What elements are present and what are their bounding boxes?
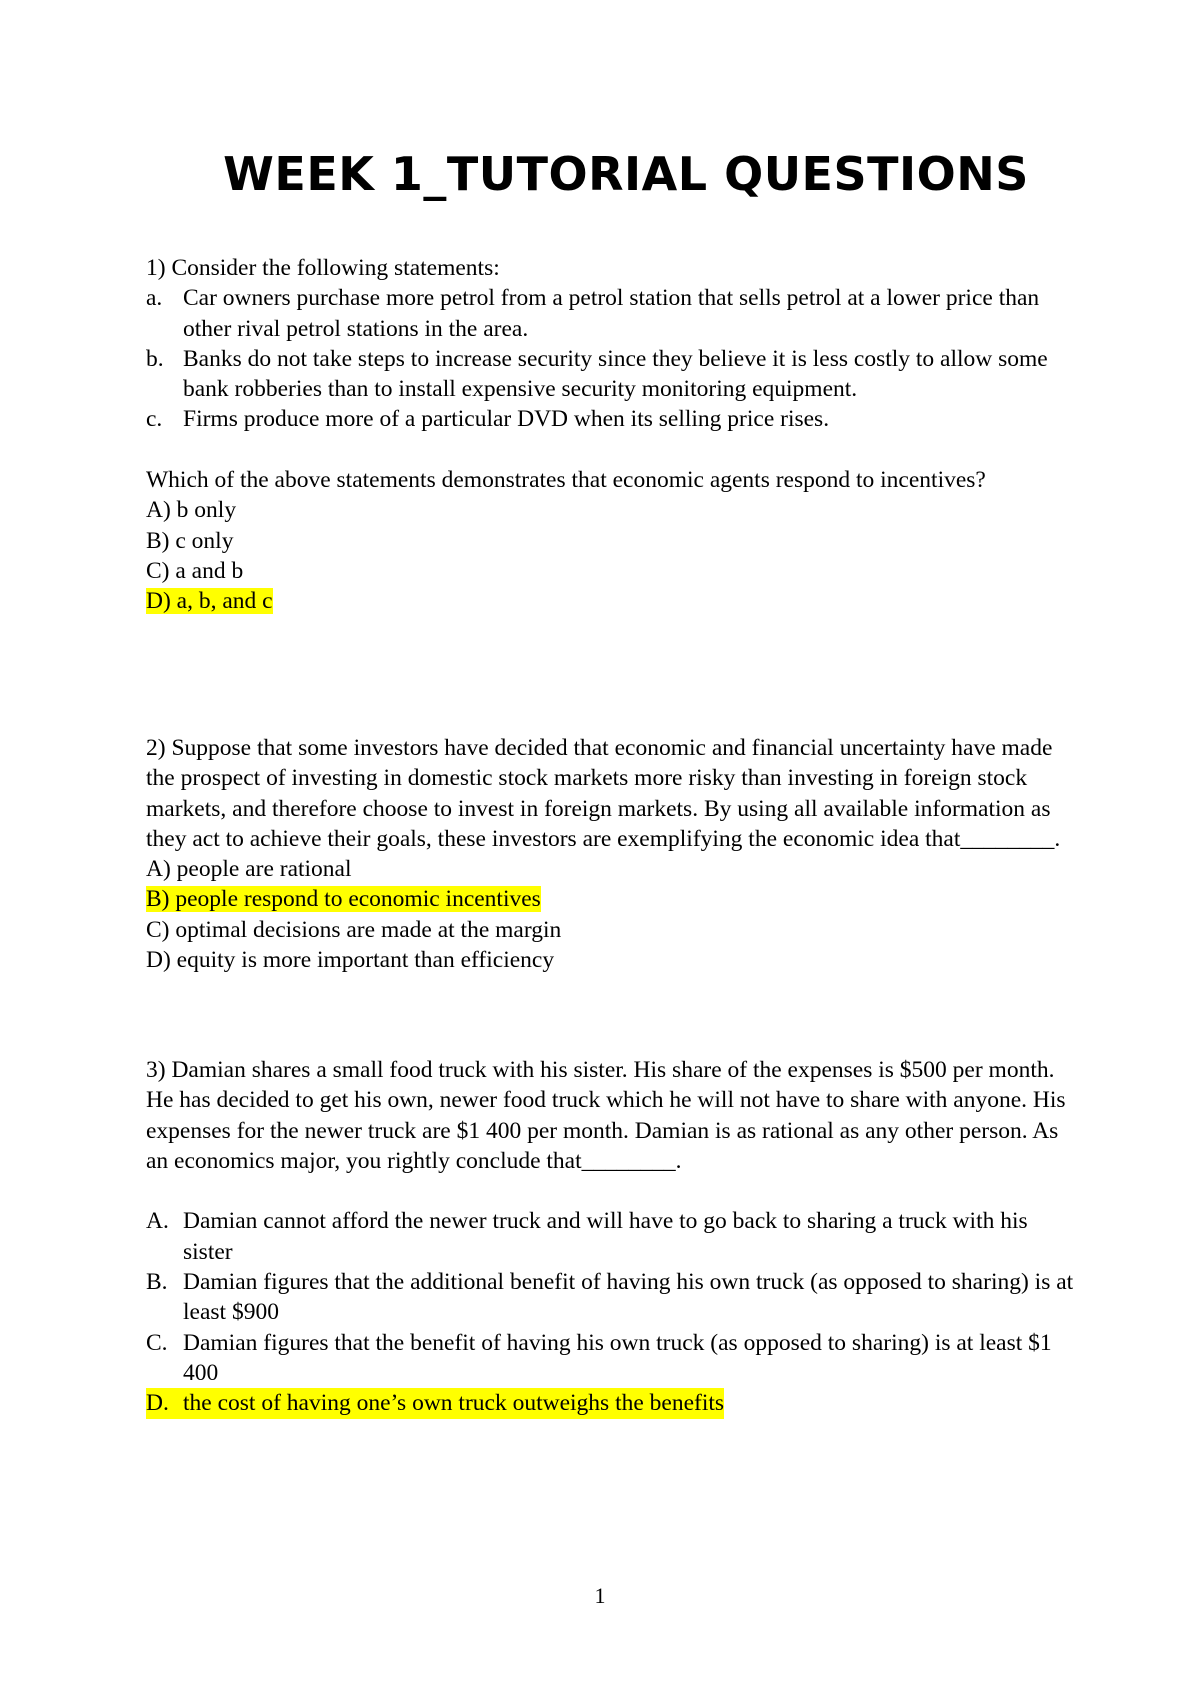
option-text: A) people are rational <box>146 856 352 883</box>
statement-b <box>146 344 1076 405</box>
option-label: A. <box>146 1208 169 1235</box>
page-title: WEEK 1_TUTORIAL QUESTIONS <box>223 147 1029 201</box>
question-1-option-d <box>146 586 1076 616</box>
question-1-option-c <box>146 556 1076 586</box>
question-2-option-d <box>146 945 1076 975</box>
statement-c-text: Firms produce more of a particular DVD when its selling price rises. <box>183 406 830 433</box>
option-label: D. <box>146 1390 169 1417</box>
option-text: Damian figures that the additional benefit of having his own truck (as opposed to sharing) is at least $900 <box>183 1269 1074 1326</box>
highlighted-answer <box>146 1388 724 1418</box>
option-text: C) a and b <box>146 557 244 584</box>
question-2-option-a <box>146 854 1076 884</box>
statement-a <box>146 283 1076 344</box>
option-label: C. <box>146 1329 168 1356</box>
statement-b-text: Banks do not take steps to increase security since they believe it is less costly to allow some bank robberies than to install expensive security monitoring equipment. <box>183 345 1048 403</box>
page-number: 1 <box>594 1583 606 1608</box>
question-2 <box>146 733 1076 975</box>
question-1-prompt: Which of the above statements demonstrates that economic agents respond to incentives? <box>146 467 986 494</box>
question-1 <box>146 253 1076 617</box>
question-2-option-c <box>146 915 1076 945</box>
option-text: D) equity is more important than efficiency <box>146 947 555 974</box>
question-2-stem: 2) Suppose that some investors have decided that economic and financial uncertainty have made the prospect of investing in domestic stock markets more risky than investing in foreign stock markets, and therefore choose to invest in foreign markets. By using all available information as they act to achieve their goals, these investors are exemplifying the economic idea that________. <box>146 735 1061 852</box>
option-text: Damian figures that the benefit of having his own truck (as opposed to sharing) is at least $1 400 <box>183 1329 1052 1386</box>
question-3-stem: 3) Damian shares a small food truck with his sister. His share of the expenses is $500 per month. He has decided to get his own, newer food truck which he will not have to share with anyone. His expenses for the newer truck are $1 400 per month. Damian is as rational as any other person. As an economics major, you rightly conclude that________. <box>146 1057 1066 1174</box>
option-text: Damian cannot afford the newer truck and will have to go back to sharing a truck with his sister <box>183 1208 1028 1265</box>
option-text: A) b only <box>146 497 237 524</box>
option-text: B) c only <box>146 527 234 554</box>
option-text: C) optimal decisions are made at the margin <box>146 916 562 943</box>
statement-a-text: Car owners purchase more petrol from a petrol station that sells petrol at a lower price than other rival petrol stations in the area. <box>183 285 1040 342</box>
highlighted-answer: B) people respond to economic incentives <box>146 886 541 913</box>
highlighted-answer: D) a, b, and c <box>146 588 273 615</box>
question-3-option-a <box>146 1206 1076 1267</box>
spacer <box>146 1176 1076 1206</box>
question-3-option-d <box>146 1388 1076 1418</box>
question-1-option-a <box>146 495 1076 525</box>
option-label: B. <box>146 1269 168 1296</box>
question-1-option-b <box>146 526 1076 556</box>
statement-b-label: b. <box>146 345 164 372</box>
spacer <box>146 435 1076 465</box>
question-3-option-b <box>146 1267 1076 1328</box>
question-3-option-c <box>146 1328 1076 1389</box>
question-1-stem: 1) Consider the following statements: <box>146 255 500 281</box>
question-2-option-b <box>146 884 1076 914</box>
statement-c-label: c. <box>146 406 163 433</box>
statement-a-label: a. <box>146 285 163 312</box>
question-3 <box>146 1055 1076 1419</box>
statement-c <box>146 404 1076 434</box>
option-text: the cost of having one’s own truck outweighs the benefits <box>183 1390 725 1417</box>
